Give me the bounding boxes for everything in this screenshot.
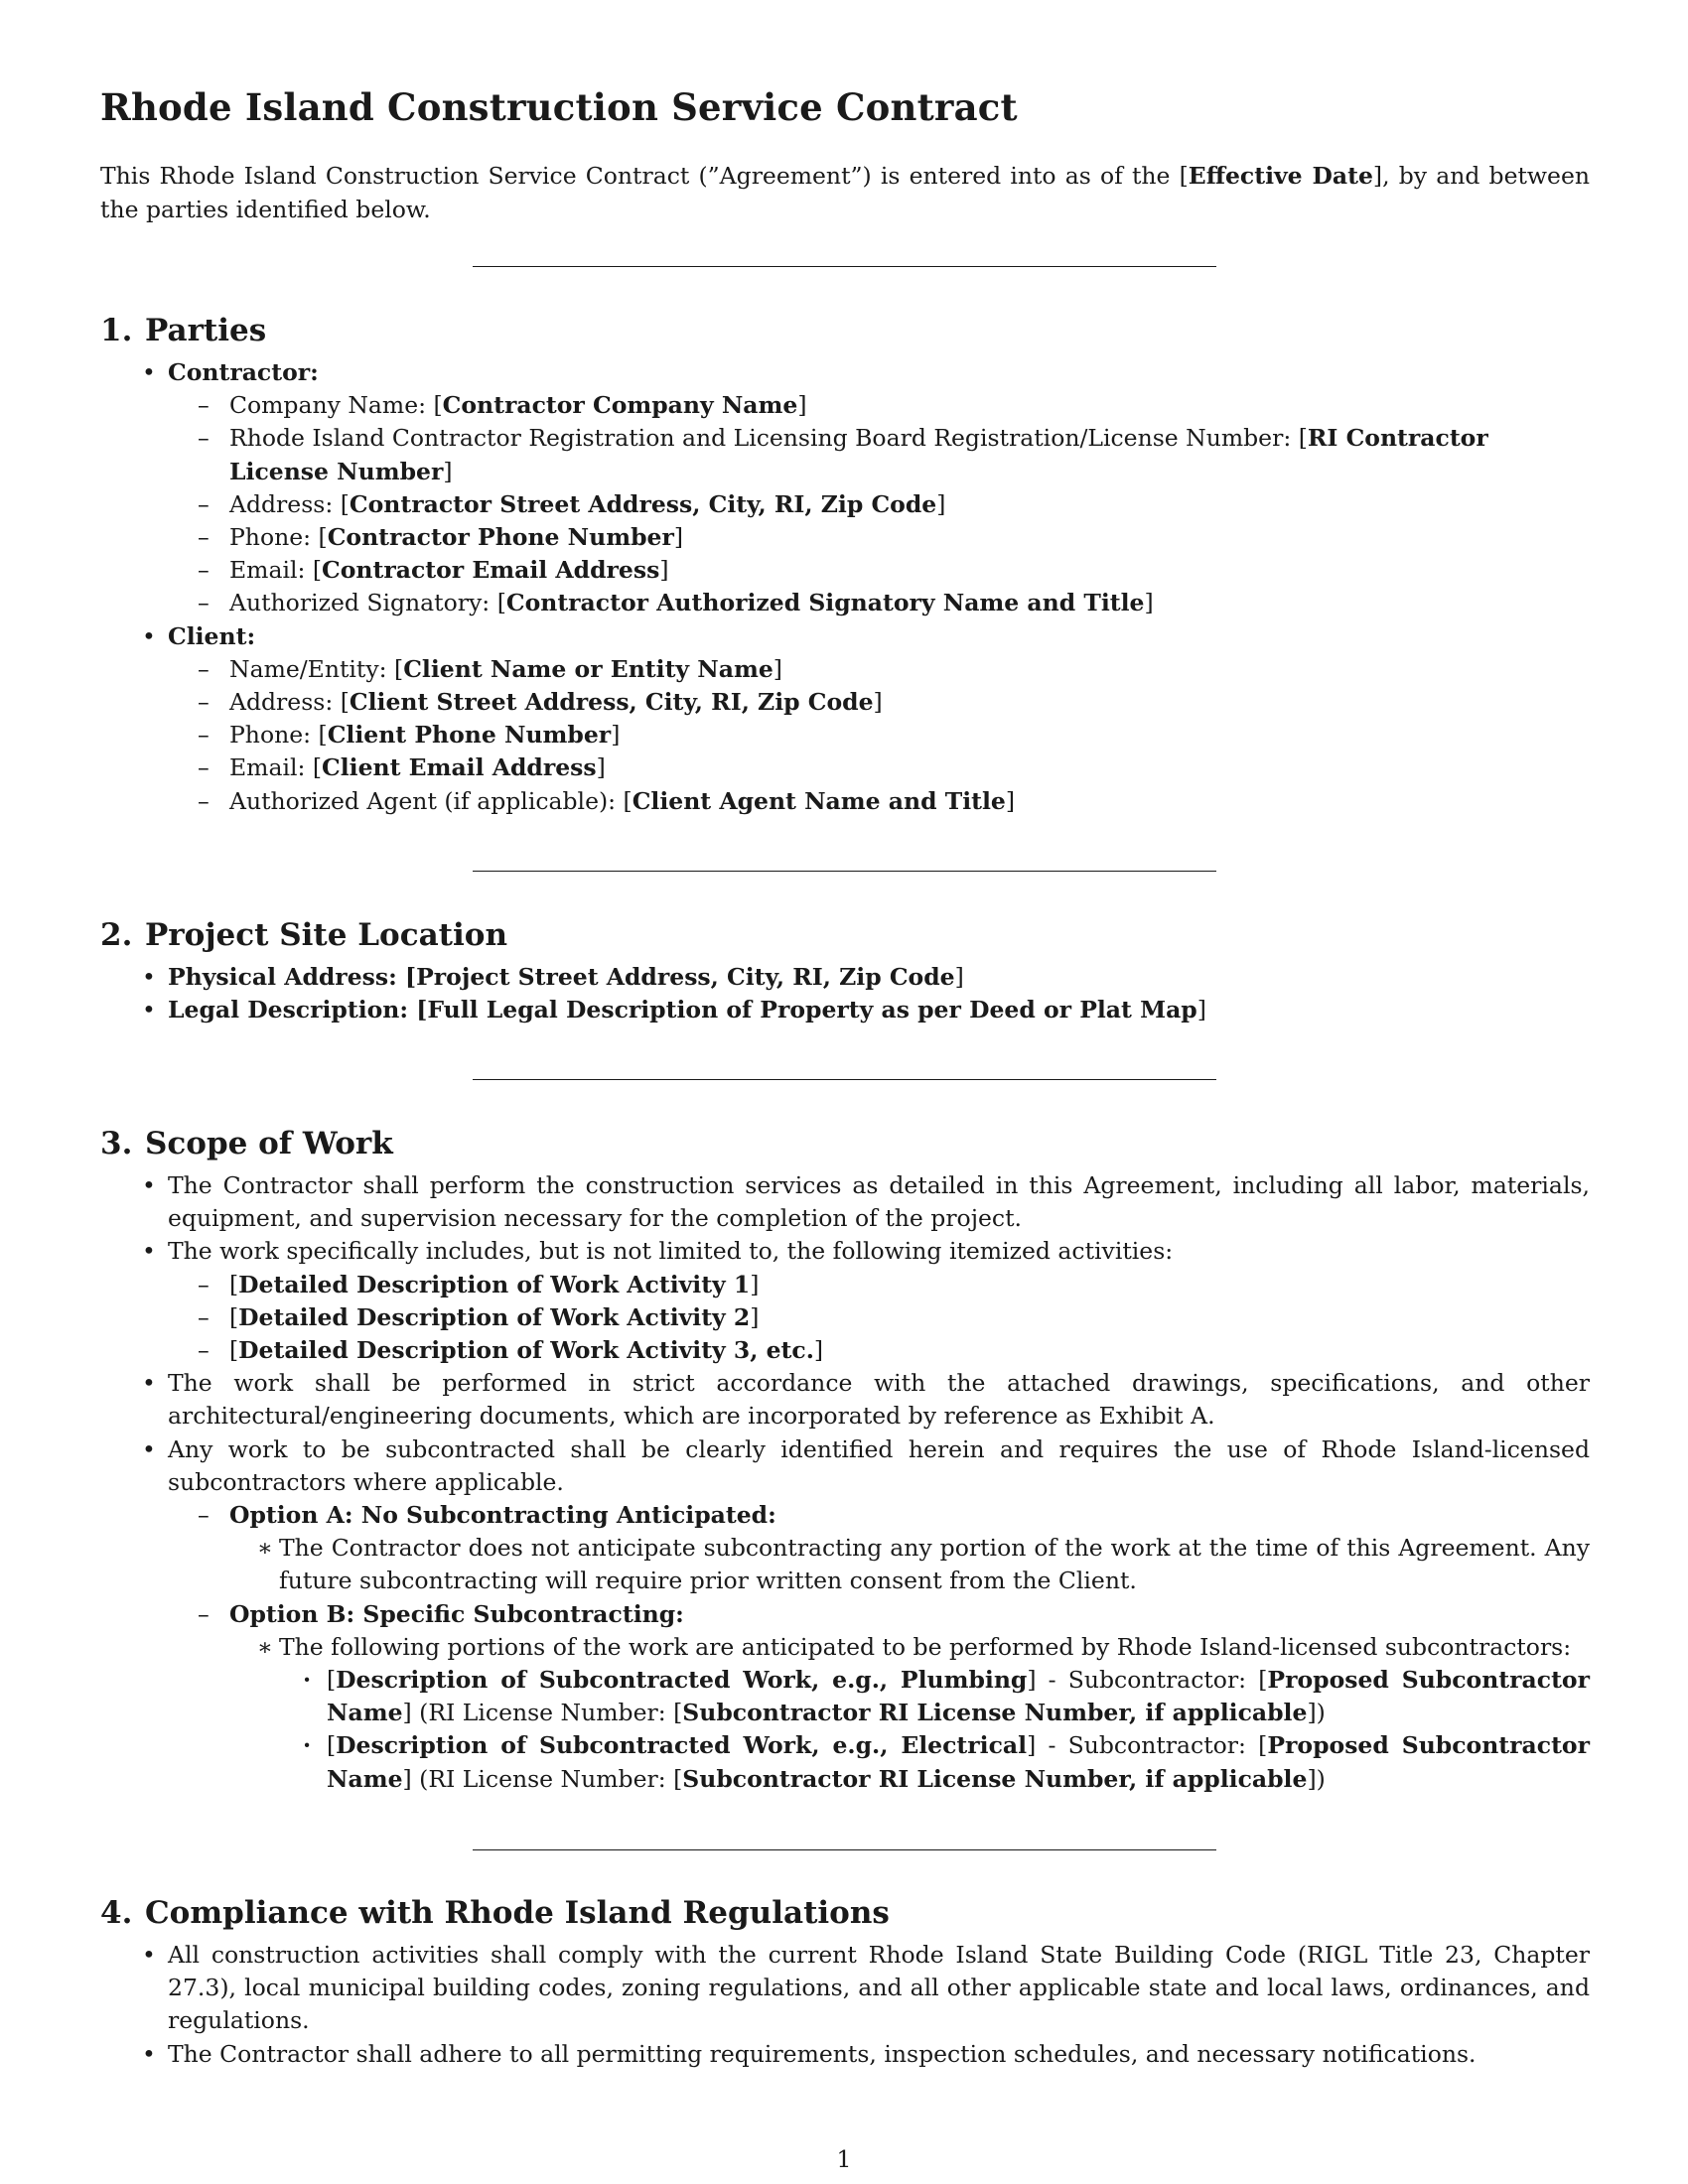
- client-name: – Name/Entity: [Client Name or Entity Name]: [168, 653, 1590, 686]
- section-divider: [473, 1079, 1216, 1080]
- client-phone: – Phone: [Client Phone Number]: [168, 719, 1590, 751]
- section-heading: 2. Project Site Location: [100, 917, 507, 953]
- effective-date-placeholder: Effective Date: [1188, 162, 1373, 190]
- scope-paragraph: • The Contractor shall perform the construction services as detailed in this Agreement, including all labor, materials, equipment, and supervision necessary for the completion of the project.: [100, 1169, 1590, 1235]
- section-divider: [473, 1849, 1216, 1850]
- client-block: • Client: – Name/Entity: [Client Name or Entity Name] – Address: [Client Street Address, City, RI, Zip Code] – Phone: [Client Phone Number] – Email: [Client Email Address] – Authorized Agent (if applicable): [Client Agent Name and Title]: [100, 620, 1590, 818]
- contractor-signatory: – Authorized Signatory: [Contractor Authorized Signatory Name and Title]: [168, 587, 1590, 619]
- subcontracting-block: • Any work to be subcontracted shall be clearly identified herein and requires the use of Rhode Island-licensed subcontractors where applicable. – Option A: No Subcontracting Anticipated: ∗ The Contractor does not anticipate subcontracting any portion of the work at the time of this Agreement. Any future subcontracting will require prior written consent from the Client. – Option B: Specific Subcontracting: ∗ The following portions of the work are anticipated to be performed by Rhode Island-licensed subcontractors: · [Description of Subcontracted Work, e.g., Plumbing] - Subcontractor: [Proposed Subcontractor Name] (RI License Number: [Subcontractor RI License Number, if applicable]) · [Description of Subcontracted Work, e.g., Electrical] - Subcontractor: [Proposed Subcontractor Name] (RI License Number: [Subcontractor RI License Number, if applicable]): [100, 1433, 1590, 1796]
- contractor-phone: – Phone: [Contractor Phone Number]: [168, 521, 1590, 554]
- page-number: 1: [836, 2145, 852, 2173]
- contractor-license-number: – Rhode Island Contractor Registration and Licensing Board Registration/License Number: [RI Contractor License Number]: [168, 422, 1590, 487]
- section-divider: [473, 266, 1216, 267]
- contractor-address: – Address: [Contractor Street Address, City, RI, Zip Code]: [168, 488, 1590, 521]
- section-scope-of-work: [100, 1124, 1590, 1796]
- client-email: – Email: [Client Email Address]: [168, 751, 1590, 784]
- client-agent: – Authorized Agent (if applicable): [Client Agent Name and Title]: [168, 785, 1590, 818]
- compliance-paragraph: • The Contractor shall adhere to all permitting requirements, inspection schedules, and necessary notifications.: [100, 2038, 1590, 2071]
- client-address: – Address: [Client Street Address, City, RI, Zip Code]: [168, 686, 1590, 719]
- section-parties: [100, 311, 1590, 818]
- section-heading: 4. Compliance with Rhode Island Regulations: [100, 1895, 890, 1931]
- document-title: Rhode Island Construction Service Contract: [100, 85, 1018, 129]
- contractor-email: – Email: [Contractor Email Address]: [168, 554, 1590, 587]
- compliance-paragraph: • All construction activities shall comply with the current Rhode Island State Building Code (RIGL Title 23, Chapter 27.3), local municipal building codes, zoning regulations, and all other applicable state and local laws, ordinances, and regulations.: [100, 1939, 1590, 2038]
- option-a-text: ∗ The Contractor does not anticipate subcontracting any portion of the work at the time of this Agreement. Any future subcontracting will require prior written consent from the Client.: [229, 1532, 1590, 1597]
- scope-paragraph: • The work shall be performed in strict accordance with the attached drawings, specifications, and other architectural/engineering documents, which are incorporated by reference as Exhibit A.: [100, 1367, 1590, 1433]
- section-heading: 1. Parties: [100, 313, 267, 348]
- intro-text-end: ], by and between the parties identified below.: [100, 162, 1590, 223]
- scope-activities: • The work specifically includes, but is not limited to, the following itemized activities: – [Detailed Description of Work Activity 1] – [Detailed Description of Work Activity 2] – [Detailed Description of Work Activity 3, etc.]: [100, 1235, 1590, 1367]
- work-activity: – [Detailed Description of Work Activity 2]: [168, 1301, 1590, 1334]
- section-project-site: [100, 915, 1590, 1026]
- section-heading: 3. Scope of Work: [100, 1126, 393, 1161]
- section-compliance: [100, 1893, 1590, 2071]
- option-b: – Option B: Specific Subcontracting: ∗ The following portions of the work are anticipated to be performed by Rhode Island-licensed subcontractors: · [Description of Subcontracted Work, e.g., Plumbing] - Subcontractor: [Proposed Subcontractor Name] (RI License Number: [Subcontractor RI License Number, if applicable]) · [Description of Subcontracted Work, e.g., Electrical] - Subcontractor: [Proposed Subcontractor Name] (RI License Number: [Subcontractor RI License Number, if applicable]): [168, 1598, 1590, 1796]
- option-b-text: ∗ The following portions of the work are anticipated to be performed by Rhode Island-licensed subcontractors: · [Description of Subcontracted Work, e.g., Plumbing] - Subcontractor: [Proposed Subcontractor Name] (RI License Number: [Subcontractor RI License Number, if applicable]) · [Description of Subcontracted Work, e.g., Electrical] - Subcontractor: [Proposed Subcontractor Name] (RI License Number: [Subcontractor RI License Number, if applicable]): [229, 1631, 1590, 1796]
- intro-paragraph: [100, 159, 1590, 226]
- subcontract-item: · [Description of Subcontracted Work, e.g., Plumbing] - Subcontractor: [Proposed Subcontractor Name] (RI License Number: [Subcontractor RI License Number, if applicable]): [279, 1664, 1590, 1729]
- work-activity: – [Detailed Description of Work Activity 1]: [168, 1269, 1590, 1301]
- legal-description: • Legal Description: [Full Legal Description of Property as per Deed or Plat Map]: [100, 994, 1590, 1026]
- section-divider: [473, 871, 1216, 872]
- intro-text: This Rhode Island Construction Service Contract (”Agreement”) is entered into as of the [: [100, 162, 1189, 190]
- work-activity: – [Detailed Description of Work Activity 3, etc.]: [168, 1334, 1590, 1367]
- subcontract-item: · [Description of Subcontracted Work, e.g., Electrical] - Subcontractor: [Proposed Subcontractor Name] (RI License Number: [Subcontractor RI License Number, if applicable]): [279, 1729, 1590, 1795]
- contractor-block: • Contractor: – Company Name: [Contractor Company Name] – Rhode Island Contractor Registration and Licensing Board Registration/License Number: [RI Contractor License Number] – Address: [Contractor Street Address, City, RI, Zip Code] – Phone: [Contractor Phone Number] – Email: [Contractor Email Address] – Authorized Signatory: [Contractor Authorized Signatory Name and Title]: [100, 356, 1590, 620]
- physical-address: • Physical Address: [Project Street Address, City, RI, Zip Code]: [100, 961, 1590, 994]
- contractor-company-name: – Company Name: [Contractor Company Name]: [168, 389, 1590, 422]
- option-a: – Option A: No Subcontracting Anticipated: ∗ The Contractor does not anticipate subcontracting any portion of the work at the time of this Agreement. Any future subcontracting will require prior written consent from the Client.: [168, 1499, 1590, 1598]
